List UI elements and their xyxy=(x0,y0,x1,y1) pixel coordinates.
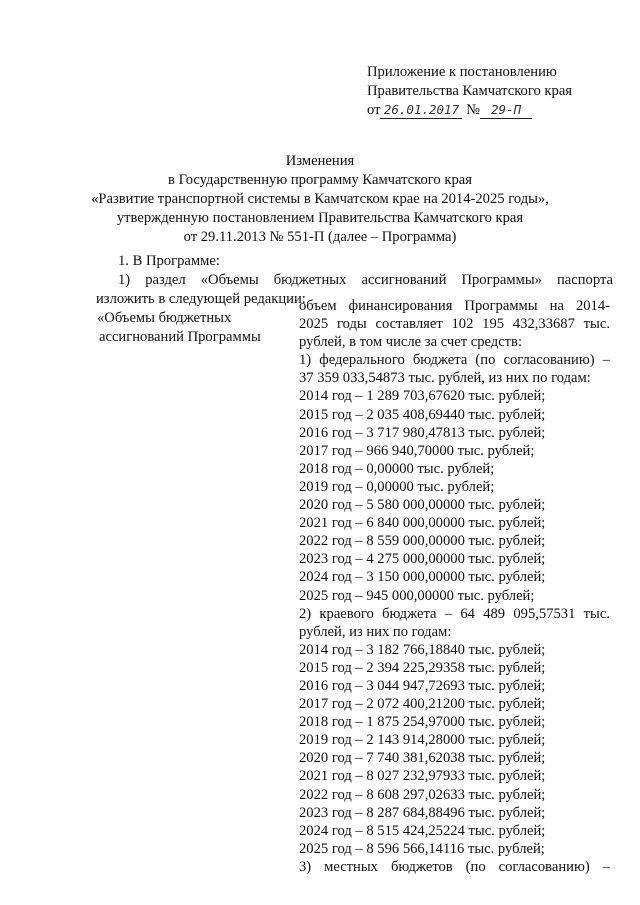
title-line-5: от 29.11.2013 № 551-П (далее – Программа) xyxy=(183,229,457,245)
funding-line: 2023 год – 8 287 684,88496 тыс. рублей; xyxy=(299,804,546,821)
funding-line: 2022 год – 8 608 297,02633 тыс. рублей; xyxy=(299,786,546,803)
funding-line: 2017 год – 2 072 400,21200 тыс. рублей; xyxy=(299,696,546,713)
funding-line: 2018 год – 0,00000 тыс. рублей; xyxy=(299,460,495,477)
left-cell-line-2: ассигнований Программы xyxy=(99,329,261,345)
funding-line: 2016 год – 3 044 947,72693 тыс. рублей; xyxy=(299,677,546,694)
funding-line: 2017 год – 966 940,70000 тыс. рублей; xyxy=(299,442,535,459)
document-title xyxy=(0,152,640,247)
handwritten-number: 29-П xyxy=(491,102,522,117)
funding-line: 2020 год – 5 580 000,00000 тыс. рублей; xyxy=(299,497,546,514)
table-right-cell xyxy=(299,297,610,876)
funding-line: 1) федерального бюджета (по согласованию) – xyxy=(299,352,610,369)
funding-line: 2024 год – 8 515 424,25224 тыс. рублей; xyxy=(299,822,546,839)
table-left-cell xyxy=(97,309,261,347)
funding-line: 2024 год – 3 150 000,00000 тыс. рублей; xyxy=(299,569,546,586)
title-line-4: утвержденную постановлением Правительства Камчатского края xyxy=(116,210,524,226)
number-field xyxy=(480,102,532,119)
funding-line: 37 359 033,54873 тыс. рублей, из них по годам: xyxy=(299,370,591,387)
paragraph-item-1: 1. В Программе: xyxy=(118,253,220,269)
title-line-2: в Государственную программу Камчатского края xyxy=(168,172,472,188)
funding-line: 3) местных бюджетов (по согласованию) – xyxy=(299,858,610,875)
funding-line: 2023 год – 4 275 000,00000 тыс. рублей; xyxy=(299,551,546,568)
funding-line: рублей, из них по годам: xyxy=(299,623,452,640)
title-line-1: Изменения xyxy=(285,153,355,169)
handwritten-date: 26.01.2017 xyxy=(383,102,460,117)
appendix-date-line xyxy=(367,101,572,120)
date-field xyxy=(380,102,462,119)
funding-line: рублей, в том числе за счет средств: xyxy=(299,334,523,351)
appendix-line-2: Правительства Камчатского края xyxy=(367,83,573,99)
left-cell-line-1: «Объемы бюджетных xyxy=(97,310,232,326)
funding-line: 2021 год – 6 840 000,00000 тыс. рублей; xyxy=(299,515,546,532)
funding-line: 2019 год – 2 143 914,28000 тыс. рублей; xyxy=(299,732,546,749)
funding-line: 2019 год – 0,00000 тыс. рублей; xyxy=(299,478,495,495)
funding-line: 2014 год – 3 182 766,18840 тыс. рублей; xyxy=(299,641,546,658)
funding-line: 2016 год – 3 717 980,47813 тыс. рублей; xyxy=(299,424,546,441)
appendix-line-1: Приложение к постановлению xyxy=(367,64,557,80)
paragraph-item-1-1-line-1: 1) раздел «Объемы бюджетных ассигнований Программы» паспорта xyxy=(118,272,613,288)
funding-line: 2014 год – 1 289 703,67620 тыс. рублей; xyxy=(299,388,546,405)
funding-line: 2025 годы составляет 102 195 432,33687 тыс. xyxy=(299,316,610,333)
funding-line: 2015 год – 2 035 408,69440 тыс. рублей; xyxy=(299,406,546,423)
funding-line: 2) краевого бюджета – 64 489 095,57531 тыс. xyxy=(299,605,610,622)
funding-line: 2015 год – 2 394 225,29358 тыс. рублей; xyxy=(299,659,546,676)
paragraph-item-1-1-line-2: изложить в следующей редакции: xyxy=(96,291,306,307)
funding-line: 2021 год – 8 027 232,97933 тыс. рублей; xyxy=(299,768,546,785)
appendix-header xyxy=(367,63,572,120)
title-line-3: «Развитие транспортной системы в Камчатском крае на 2014-2025 годы», xyxy=(91,191,549,207)
number-label: № xyxy=(466,102,481,118)
from-label: от xyxy=(367,102,381,118)
funding-line: 2020 год – 7 740 381,62038 тыс. рублей; xyxy=(299,750,546,767)
funding-line: 2022 год – 8 559 000,00000 тыс. рублей; xyxy=(299,533,546,550)
funding-line: объем финансирования Программы на 2014- xyxy=(299,298,610,314)
funding-line: 2018 год – 1 875 254,97000 тыс. рублей; xyxy=(299,714,546,731)
funding-line: 2025 год – 8 596 566,14116 тыс. рублей; xyxy=(299,840,545,857)
funding-line: 2025 год – 945 000,00000 тыс. рублей; xyxy=(299,587,535,604)
